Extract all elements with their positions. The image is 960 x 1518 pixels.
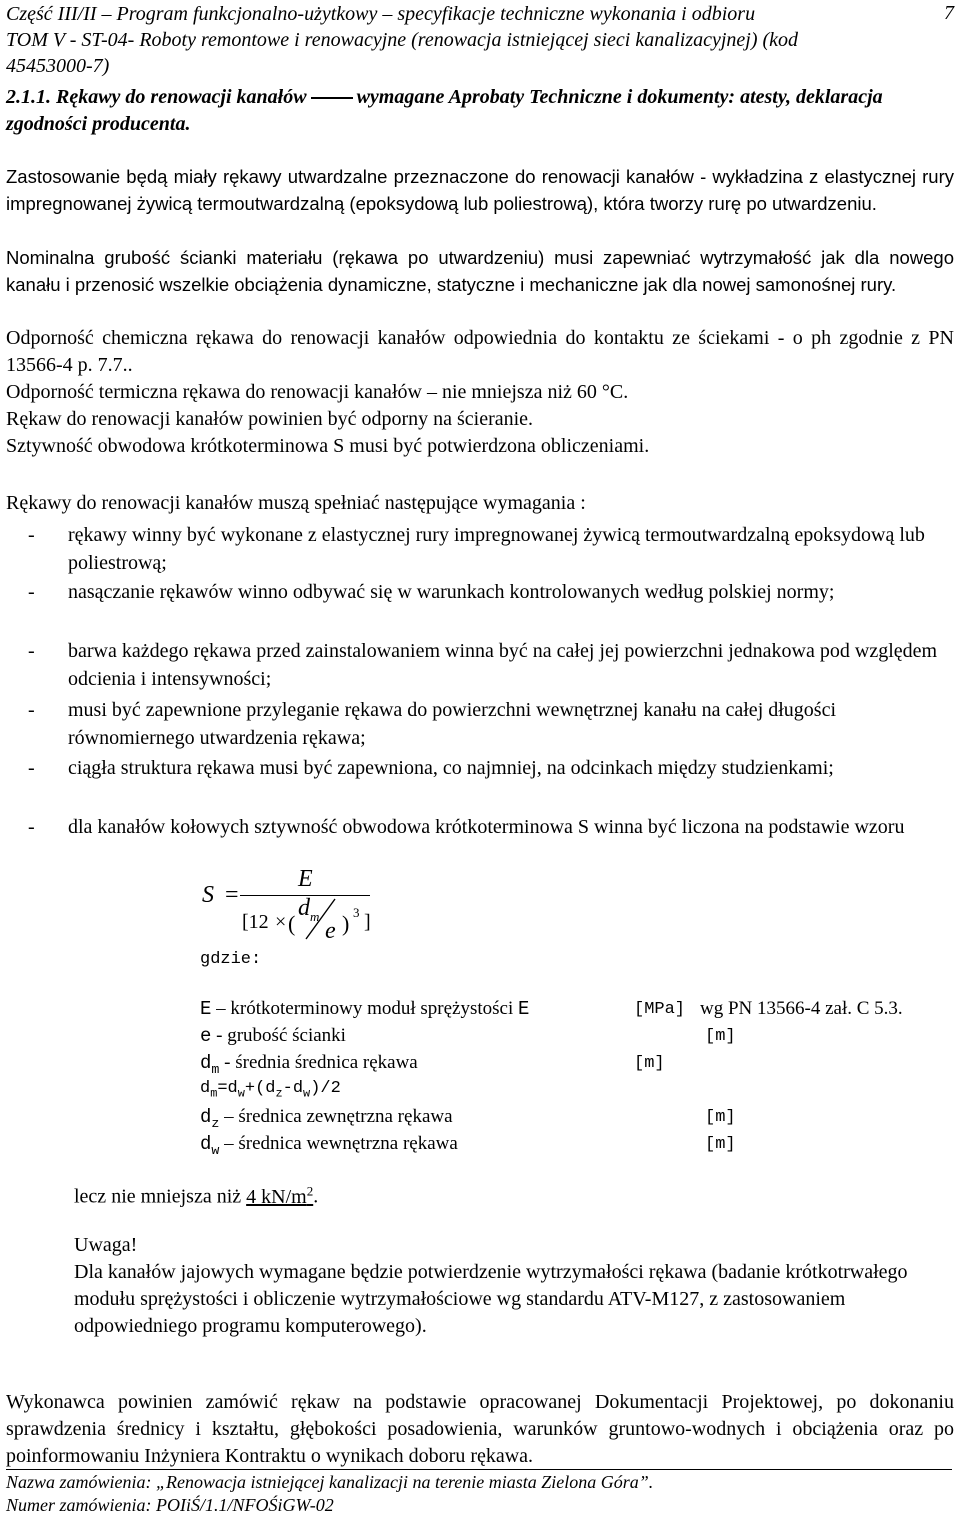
- formula-bracket-close: ]: [364, 911, 371, 933]
- paragraph-abrasion: Rękaw do renowacji kanałów powinien być odporny na ścieranie.: [6, 408, 534, 430]
- formula-lhs: S: [202, 882, 214, 908]
- list-item-text: ciągła struktura rękawa musi być zapewniona, co najmniej, na odcinkach między studzienkami;: [68, 757, 834, 779]
- legend-row-outer-diameter: $d_z$ – średnica zewnętrzna rękawa: [200, 1106, 453, 1131]
- requirements-intro: Rękawy do renowacji kanałów muszą spełniać następujące wymagania :: [6, 492, 586, 514]
- list-dash: -: [28, 699, 35, 721]
- paragraph-chemical-resistance: Odporność chemiczna rękawa do renowacji kanałów odpowiednia do kontaktu ze ściekami - o ph zgodnie z PN 13566-4 p. 7.7..: [6, 327, 954, 376]
- legend-unit-m: [m]: [705, 1108, 736, 1127]
- footer-divider: [6, 1469, 952, 1470]
- header-title-line-3: 45453000-7): [6, 55, 110, 77]
- footer-contract-name: Nazwa zamówienia: „Renowacja istniejącej kanalizacji na terenie miasta Zielona Góra”.: [6, 1472, 654, 1492]
- legend-row-thickness: e - grubość ścianki: [200, 1025, 346, 1047]
- list-dash: -: [28, 757, 35, 779]
- minimum-stiffness: lecz nie mniejsza niż 4 $kN/m^2$.: [74, 1183, 319, 1208]
- legend-row-mean-formula: $d_m=d_w+(d_z-d_w)/2$: [200, 1079, 341, 1101]
- list-dash: -: [28, 581, 35, 603]
- formula-bracket-open: [12: [242, 911, 269, 933]
- section-heading: [6, 84, 952, 138]
- paragraph-thickness: Nominalna grubość ścianki materiału (rękawa po utwardzeniu) musi zapewniać wytrzymałość jak dla nowego kanału i przenosić wszelkie obciążenia dynamiczne, statyczne i mechaniczne jak dla nowej samonośnej rury.: [6, 247, 954, 295]
- list-item-text: nasączanie rękawów winno odbywać się w warunkach kontrolowanych według polskiej normy;: [68, 581, 835, 603]
- list-item: [6, 578, 954, 634]
- list-item: [6, 754, 954, 810]
- list-dash: -: [28, 816, 35, 838]
- legend-reference: wg PN 13566-4 zał. C 5.3.: [700, 998, 903, 1019]
- list-dash: -: [28, 524, 35, 546]
- header-title-line-1: Część III/II – Program funkcjonalno-użytkowy – specyfikacje techniczne wykonania i odbioru: [6, 3, 756, 25]
- legend-row-inner-diameter: $d_w$ – średnica wewnętrzna rękawa: [200, 1133, 458, 1158]
- list-item-text: dla kanałów kołowych sztywność obwodowa krótkoterminowa S winna być liczona na podstawie wzoru: [68, 816, 905, 838]
- legend-row-mean-diameter: $d_m$ - średnia średnica rękawa: [200, 1052, 418, 1077]
- list-item: [6, 637, 954, 693]
- formula-paren-open: (: [288, 911, 296, 936]
- section-title-rest: wymagane Aprobaty Techniczne i dokumenty: atesty, deklaracja zgodności producenta.: [6, 86, 883, 135]
- legend-unit-mpa: [MPa]: [634, 1000, 686, 1019]
- list-item: [6, 521, 954, 577]
- list-item-text: barwa każdego rękawa przed zainstalowaniem winna być na całej jej powierzchni jednakowa pod względem odcienia i intensywności;: [68, 640, 938, 690]
- list-item: [6, 813, 954, 869]
- page-number: 7: [944, 2, 954, 24]
- list-item: [6, 696, 954, 752]
- list-item-text: musi być zapewnione przyleganie rękawa do powierzchni wewnętrznej kanału na całej długości równomiernego utwardzenia rękawa;: [68, 699, 837, 749]
- formula-equals: =: [225, 882, 239, 908]
- note-title: Uwaga!: [74, 1234, 138, 1256]
- header-title-line-2: TOM V - ST-04- Roboty remontowe i renowacyjne (renowacja istniejącej sieci kanalizacyjnej) (kod: [6, 29, 799, 51]
- paragraph-thermal-resistance: Odporność termiczna rękawa do renowacji kanałów – nie mniejsza niż 60 °C.: [6, 381, 629, 403]
- formula-where: gdzie:: [200, 950, 262, 969]
- paragraph-application: Zastosowanie będą miały rękawy utwardzalne przeznaczone do renowacji kanałów - wykładzina z elastycznej rury impregnowanej żywicą termoutwardzalną (epoksydową lub poliestrową), która tworzy rurę po utwardzeniu.: [6, 166, 954, 214]
- note-text: Dla kanałów jajowych wymagane będzie potwierdzenie wytrzymałości rękawa (badanie krótkotrwałego modułu sprężystości i obliczenie wytrzymałościowe wg standardu ATV-M127, z zastosowaniem odpowiedniego programu komputerowego).: [74, 1261, 908, 1337]
- formula-numerator: E: [298, 866, 313, 892]
- footer-contract-number: Numer zamówienia: POIiŚ/1.1/NFOŚiGW-02: [6, 1495, 334, 1515]
- list-dash: -: [28, 640, 35, 662]
- section-number-title: 2.1.1. Rękawy do renowacji kanałów: [6, 86, 307, 108]
- formula-paren-close: ): [342, 911, 350, 936]
- formula-exponent: 3: [353, 905, 360, 920]
- legend-unit-m: [m]: [705, 1135, 736, 1154]
- paragraph-ordering: Wykonawca powinien zamówić rękaw na podstawie opracowanej Dokumentacji Projektowej, po dokonaniu sprawdzenia średnicy i kształtu, głębokości posadowienia, warunków gruntowo-wodnych i obciążenia oraz po poinformowaniu Inżyniera Kontraktu o wynikach doboru rękawa.: [6, 1391, 954, 1467]
- legend-unit-m: [m]: [705, 1027, 736, 1046]
- paragraph-stiffness: Sztywność obwodowa krótkoterminowa S musi być potwierdzona obliczeniami.: [6, 435, 650, 457]
- heading-rule: [311, 97, 353, 99]
- formula-dm: $d_m$: [298, 895, 320, 924]
- formula-e: e: [325, 918, 336, 944]
- legend-unit-m: [m]: [634, 1054, 665, 1073]
- legend-row-modulus: E – krótkoterminowy moduł sprężystości E: [200, 998, 530, 1020]
- list-item-text: rękawy winny być wykonane z elastycznej rury impregnowanej żywicą termoutwardzalną epoksydową lub poliestrową;: [68, 524, 925, 574]
- formula-times: ×: [275, 911, 287, 933]
